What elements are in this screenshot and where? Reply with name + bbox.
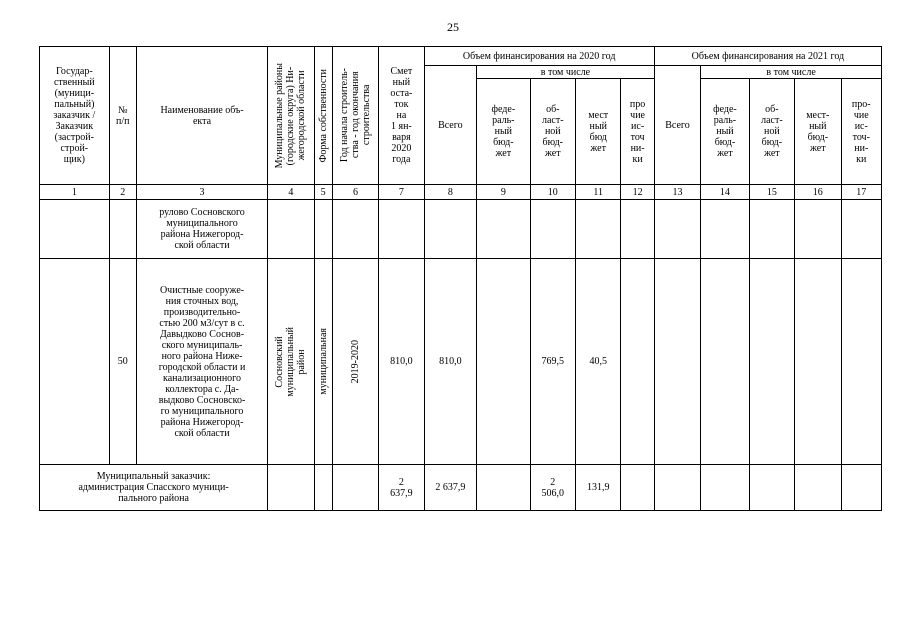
header-funding-2020: Объем финансирования на 2020 год [424,47,654,66]
column-number: 11 [576,185,621,200]
row-number: 50 [109,259,136,465]
header-federal-2021: феде- раль- ный бюд- жет [701,79,749,185]
column-number: 5 [314,185,332,200]
customer-total-label: Муниципальный заказчик: администрация Спасского муници- пального района [40,465,268,511]
object-name: Очистные сооруже- ния сточных вод, производительно- стью 200 м3/сут в с. Давыдково Соснов- ского муниципаль- ного района Ниже- городской области и канализационного коллектора с. Да- выдково Сосновско- го муниципального района Нижегород- ской области [136,259,267,465]
column-number: 15 [749,185,794,200]
page-number: 25 [447,20,459,34]
district-cell: Сосновский муниципальный район [268,259,314,465]
table-row-customer-total [40,465,882,511]
header-regional-2020: об- ласт- ной бюд- жет [530,79,575,185]
local-2020-cell: 131,9 [576,465,621,511]
column-number: 3 [136,185,267,200]
column-number: 17 [841,185,881,200]
column-number: 9 [477,185,531,200]
header-estimate: Смет ный оста- ток на 1 ян- варя 2020 года [379,47,424,185]
header-years: Год начала строитель- ства - год окончания строительства [332,47,378,185]
header-local-2021: мест- ный бюд- жет [795,79,841,185]
column-number: 16 [795,185,841,200]
local-2020-cell: 40,5 [576,259,621,465]
column-number: 14 [701,185,749,200]
header-total-2021: Всего [654,66,700,185]
column-number: 7 [379,185,424,200]
header-other-2021: про- чие ис- точ- ни- ки [841,79,881,185]
column-number: 2 [109,185,136,200]
column-number: 8 [424,185,476,200]
header-ownership: Форма собственности [314,47,332,185]
header-local-2020: мест ный бюд жет [576,79,621,185]
header-row-1 [40,47,882,66]
header-districts: Муниципальные районы (городские округа) Ни- жегородской области [268,47,314,185]
column-number: 13 [654,185,700,200]
header-federal-2020: феде- раль- ный бюд- жет [477,79,531,185]
header-number: № п/п [109,47,136,185]
years-cell: 2019-2020 [332,259,378,465]
regional-2020-cell: 769,5 [530,259,575,465]
header-regional-2021: об- ласт- ной бюд- жет [749,79,794,185]
table-row-item-50 [40,259,882,465]
estimate-total-cell: 2 637,9 [379,465,424,511]
header-including-2020: в том числе [477,66,655,79]
column-number: 10 [530,185,575,200]
header-including-2021: в том числе [701,66,882,79]
column-number: 6 [332,185,378,200]
total-2020-cell: 2 637,9 [424,465,476,511]
total-2020-cell: 810,0 [424,259,476,465]
object-name: рулово Сосновского муниципального района Нижегород- ской области [136,200,267,259]
table-row-continued [40,200,882,259]
funding-table [39,46,882,511]
estimate-cell: 810,0 [379,259,424,465]
column-number: 12 [621,185,654,200]
column-number: 1 [40,185,110,200]
header-funding-2021: Объем финансирования на 2021 год [654,47,881,66]
header-object-name: Наименование объ- екта [136,47,267,185]
header-customer: Государ- ственный (муници- пальный) заказчик / Заказчик (застрой- строй- щик) [40,47,110,185]
header-other-2020: про чие ис- точ ни- ки [621,79,654,185]
ownership-cell: муниципальная [314,259,332,465]
column-number: 4 [268,185,314,200]
column-number-row [40,185,882,200]
header-total-2020: Всего [424,66,476,185]
regional-2020-cell: 2 506,0 [530,465,575,511]
